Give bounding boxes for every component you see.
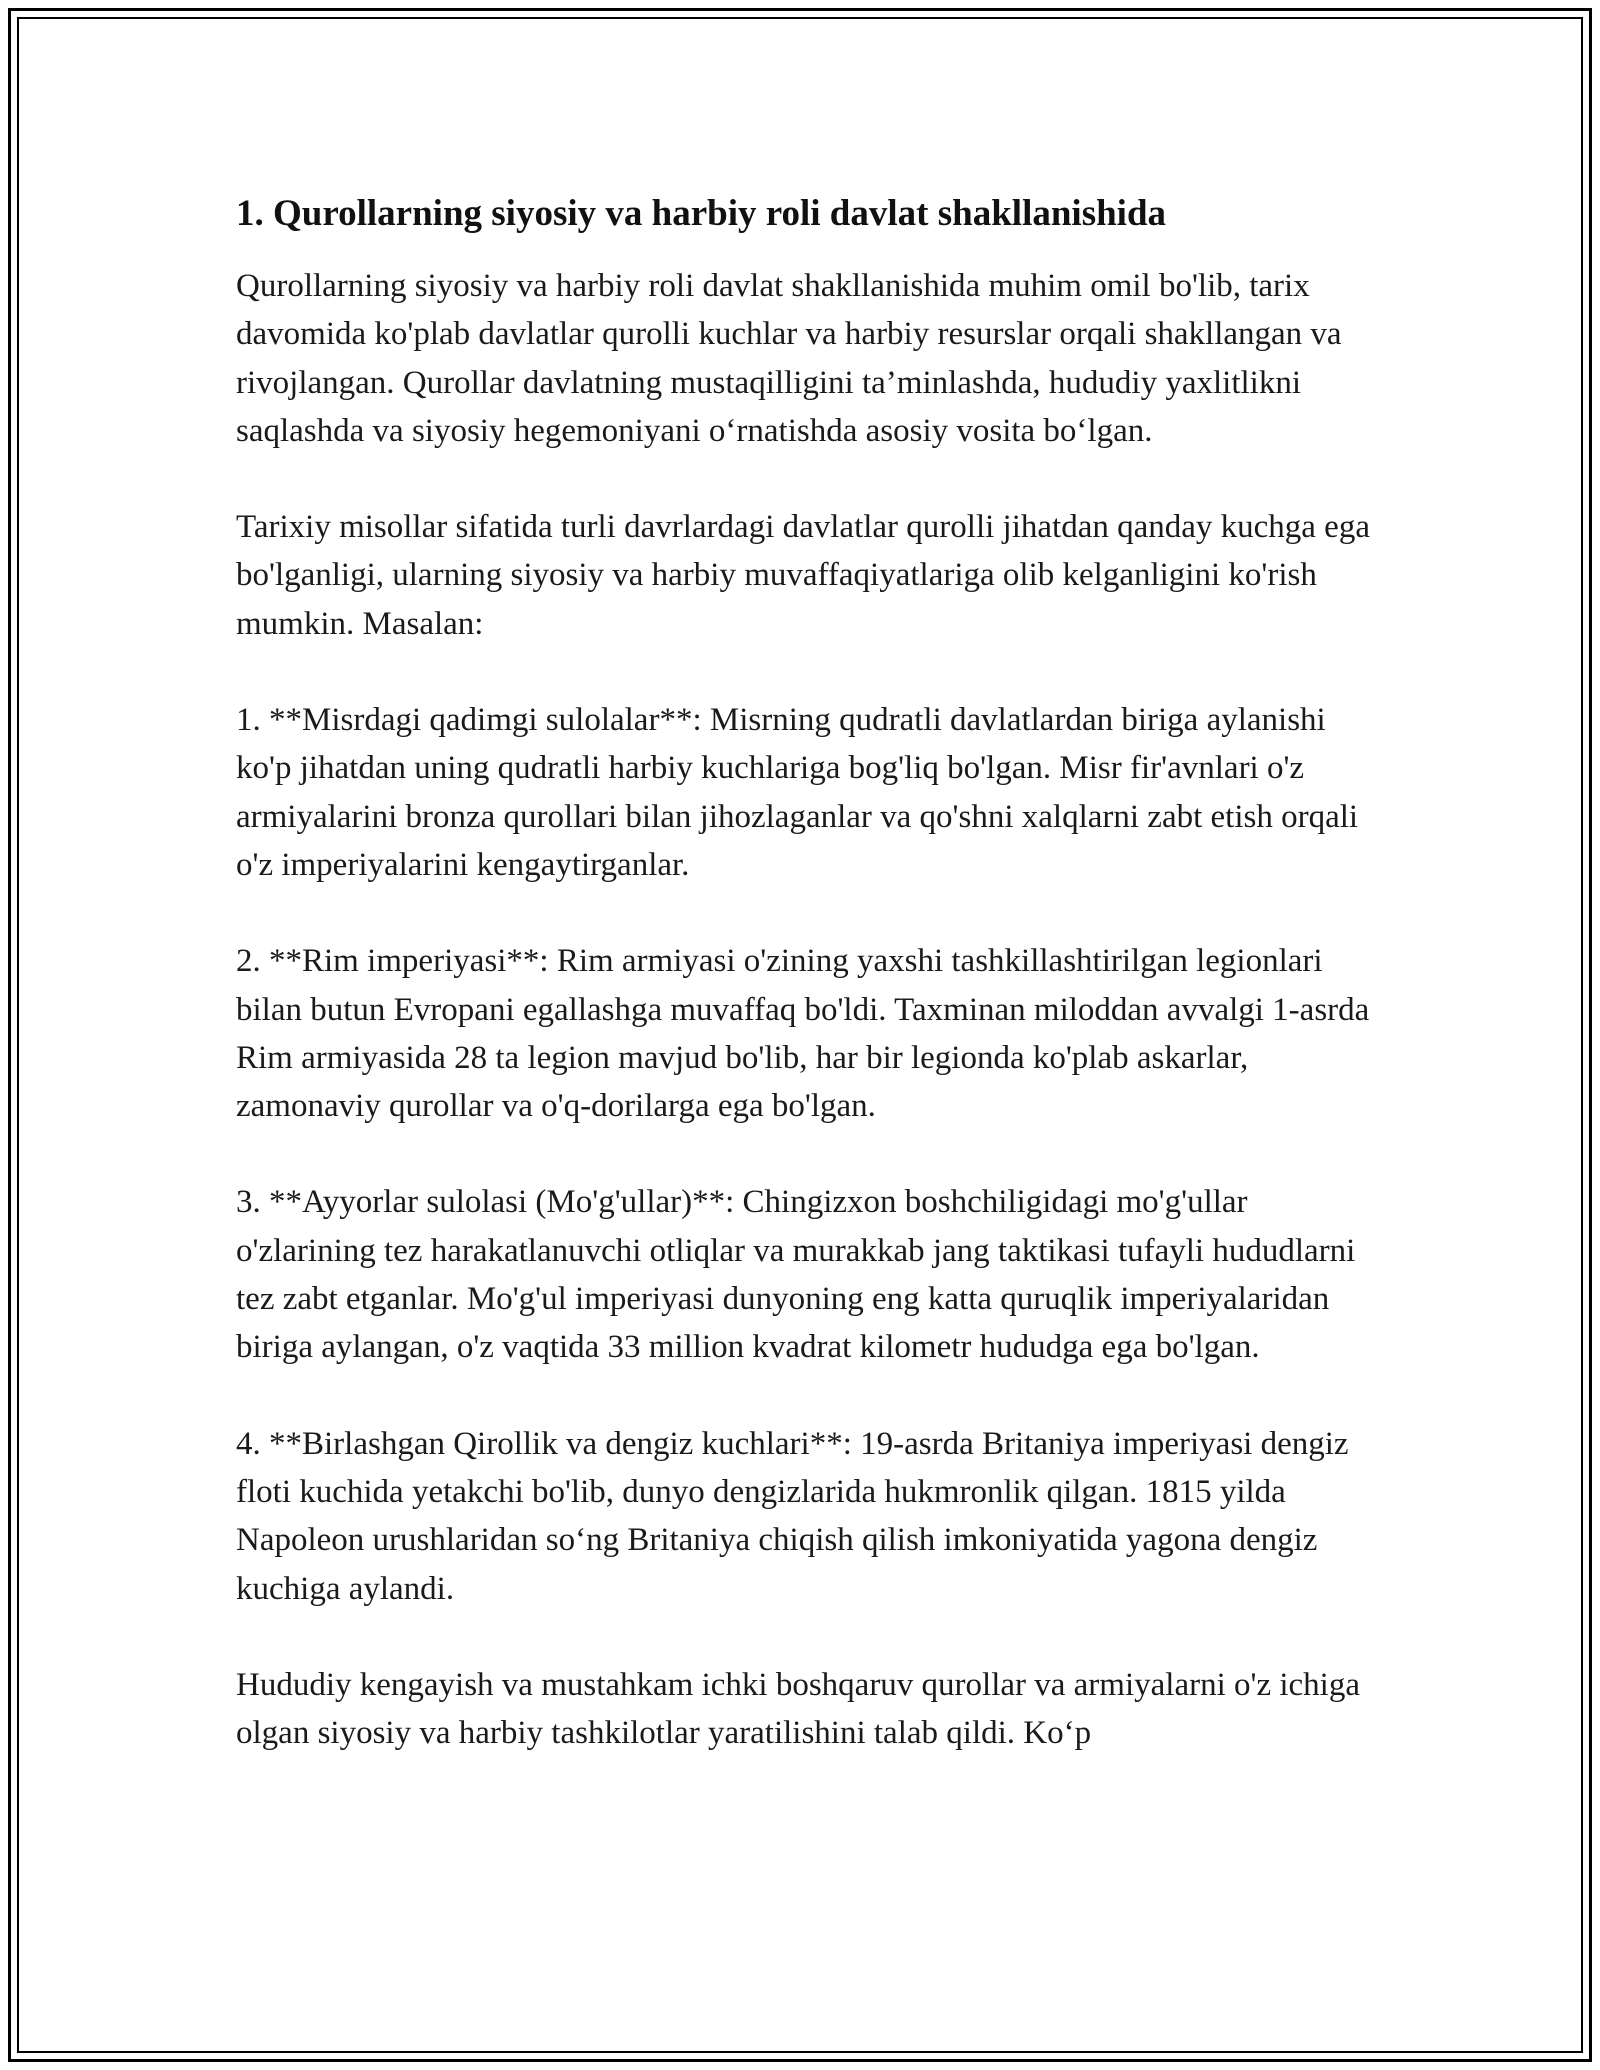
paragraph-intro: Qurollarning siyosiy va harbiy roli davlat shakllanishida muhim omil bo'lib, tarix davomida ko'plab davlatlar qurolli kuchlar va harbiy resurslar orqali shakllangan va rivojlangan. Qurollar davlatning mustaqilligini ta’minlashda, hududiy yaxlitlikni saqlashda va siyosiy hegemoniyani o‘rnatishda asosiy vosita bo‘lgan. [236,268,1342,449]
paragraph-item-egypt: 1. **Misrdagi qadimgi sulolalar**: Misrning qudratli davlatlardan biriga aylanishi ko'p jihatdan uning qudratli harbiy kuchlariga bog'liq bo'lgan. Misr fir'avnlari o'z armiyalarini bronza qurollari bilan jihozlaganlar va qo'shni xalqlarni zabt etish orqali o'z imperiyalarini kengaytirganlar. [236,702,1359,883]
paragraph-conclusion: Hududiy kengayish va mustahkam ichki boshqaruv qurollar va armiyalarni o'z ichiga olgan siyosiy va harbiy tashkilotlar yaratilishini talab qildi. Ko‘p [236,1666,1360,1752]
paragraph-examples-lead: Tarixiy misollar sifatida turli davrlardagi davlatlar qurolli jihatdan qanday kuchga ega bo'lganligi, ularning siyosiy va harbiy muvaffaqiyatlariga olib kelganligini ko'rish mumkin. Masalan: [236,509,1370,642]
section-heading: 1. Qurollarning siyosiy va harbiy roli davlat shakllanishida [236,193,1167,234]
document-body [236,188,1376,1757]
paragraph-item-mongols: 3. **Ayyorlar sulolasi (Mo'g'ullar)**: Chingizxon boshchiligidagi mo'g'ullar o'zlarining tez harakatlanuvchi otliqlar va murakkab jang taktikasi tufayli hududlarni tez zabt etganlar. Mo'g'ul imperiyasi dunyoning eng katta quruqlik imperiyalaridan biriga aylangan, o'z vaqtida 33 million kvadrat kilometr hududga ega bo'lgan. [236,1184,1356,1366]
paragraph-item-britain: 4. **Birlashgan Qirollik va dengiz kuchlari**: 19-asrda Britaniya imperiyasi dengiz floti kuchida yetakchi bo'lib, dunyo dengizlarida hukmronlik qilgan. 1815 yilda Napoleon urushlaridan so‘ng Britaniya chiqish qilish imkoniyatida yagona dengiz kuchiga aylandi. [236,1425,1349,1607]
paragraph-item-rome: 2. **Rim imperiyasi**: Rim armiyasi o'zining yaxshi tashkillashtirilgan legionlari bilan butun Evropani egallashga muvaffaq bo'ldi. Taxminan miloddan avvalgi 1-asrda Rim armiyasida 28 ta legion mavjud bo'lib, har bir legionda ko'plab askarlar, zamonaviy qurollar va o'q-dorilarga ega bo'lgan. [236,943,1370,1125]
